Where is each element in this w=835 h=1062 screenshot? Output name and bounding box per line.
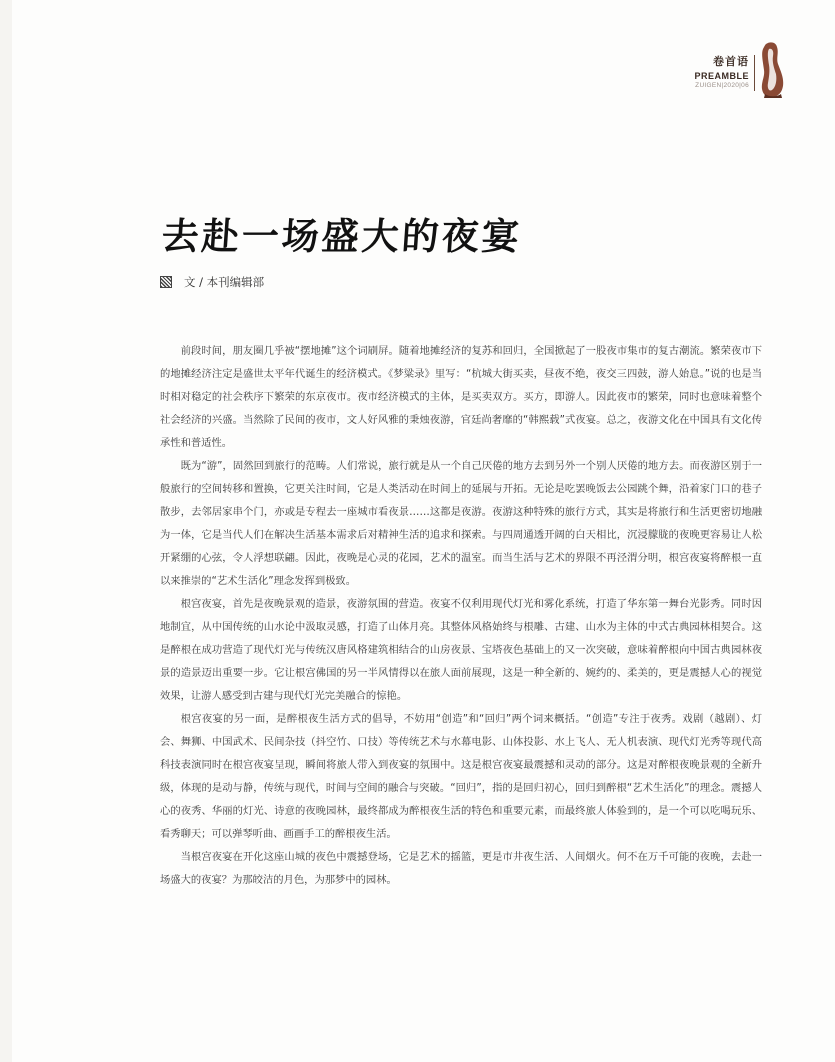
byline-marker-icon [160, 276, 172, 288]
magazine-page [12, 0, 835, 1062]
issue-label: ZUIGEN|2020|06 [695, 82, 749, 89]
paragraph: 根宫夜宴的另一面，是醉根夜生活方式的倡导，不妨用“创造”和“回归”两个词来概括。“创造”专注于夜秀。戏剧（越剧）、灯会、舞狮、中国武术、民间杂技（抖空竹、口技）等传统艺术与水幕电影、山体投影、水上飞人、无人机表演、现代灯光秀等现代高科技表演同时在根宫夜宴呈现，瞬间将旅人带入到夜宴的氛围中。这是根宫夜宴最震撼和灵动的部分。这是对醉根夜晚景观的全新升级，体现的是动与静，传统与现代，时间与空间的融合与突破。“回归”，指的是回归初心，回归到醉根“艺术生活化”的理念。震撼人心的夜秀、华丽的灯光、诗意的夜晚园林，最终都成为醉根夜生活的特色和重要元素，而最终旅人体验到的，是一个可以吃喝玩乐、看秀聊天；可以弹琴听曲、画画手工的醉根夜生活。 [160, 713, 762, 840]
paragraph: 前段时间，朋友圈几乎被“摆地摊”这个词刷屏。随着地摊经济的复苏和回归，全国掀起了一股夜市集市的复古潮流。繁荣夜市下的地摊经济注定是盛世太平年代诞生的经济模式。《梦粱录》里写：“杭城大街买卖，昼夜不绝，夜交三四鼓，游人始息。”说的也是当时相对稳定的社会秩序下繁荣的东京夜市。夜市经济模式的主体，是买卖双方。买方，即游人。因此夜市的繁荣，同时也意味着整个社会经济的兴盛。当然除了民间的夜市，文人好风雅的秉烛夜游，官廷尚奢靡的“韩熙载”式夜宴。总之，夜游文化在中国具有文化传承性和普适性。 [160, 345, 762, 449]
byline-text: 文 / 本刊编辑部 [184, 275, 265, 289]
section-title-en: PREAMBLE [694, 71, 749, 81]
paragraph: 根宫夜宴，首先是夜晚景观的造景，夜游氛围的营造。夜宴不仅利用现代灯光和雾化系统，打造了华东第一舞台光影秀。同时因地制宜，从中国传统的山水论中汲取灵感，打造了山体月亮。其整体风格始终与根雕、古建、山水为主体的中式古典园林相契合。这是醉根在成功营造了现代灯光与传统汉唐风格建筑相结合的山房夜景、宝塔夜色基础上的又一次突破，意味着醉根向中国古典园林夜景的造景迈出重要一步。它让根宫佛国的另一半风情得以在旅人面前展现，这是一种全新的、婉约的、柔美的，更是震撼人心的视觉效果，让游人感受到古建与现代灯光完美融合的惊艳。 [160, 598, 762, 702]
header-divider [754, 55, 755, 91]
byline [160, 274, 264, 290]
article-body [160, 340, 762, 892]
article-title: 去赴一场盛大的夜宴 [160, 214, 524, 258]
root-sculpture-icon [759, 40, 785, 100]
paragraph: 既为“游”，固然回到旅行的范畴。人们常说，旅行就是从一个自己厌倦的地方去到另外一个别人厌倦的地方去。而夜游区别于一般旅行的空间转移和置换，它更关注时间，它是人类活动在时间上的延展与开拓。无论是吃罢晚饭去公园跳个舞，沿着家门口的巷子散步，去邻居家串个门，亦或是专程去一座城市看夜景……这都是夜游。夜游这种特殊的旅行方式，其实是将旅行和生活更密切地融为一体，它是当代人们在解决生活基本需求后对精神生活的追求和探索。与四周通透开阔的白天相比，沉浸朦胧的夜晚更容易让人松开紧绷的心弦，令人浮想联翩。因此，夜晚是心灵的花园，艺术的温室。而当生活与艺术的界限不再泾渭分明，根宫夜宴将醉根一直以来推崇的“艺术生活化”理念发挥到极致。 [160, 460, 762, 587]
paragraph: 当根宫夜宴在开化这座山城的夜色中震撼登场，它是艺术的摇篮，更是市井夜生活、人间烟火。何不在万千可能的夜晚，去赴一场盛大的夜宴？为那皎洁的月色，为那梦中的园林。 [160, 851, 762, 886]
section-header [694, 53, 749, 89]
section-title-cn: 卷首语 [713, 55, 749, 68]
